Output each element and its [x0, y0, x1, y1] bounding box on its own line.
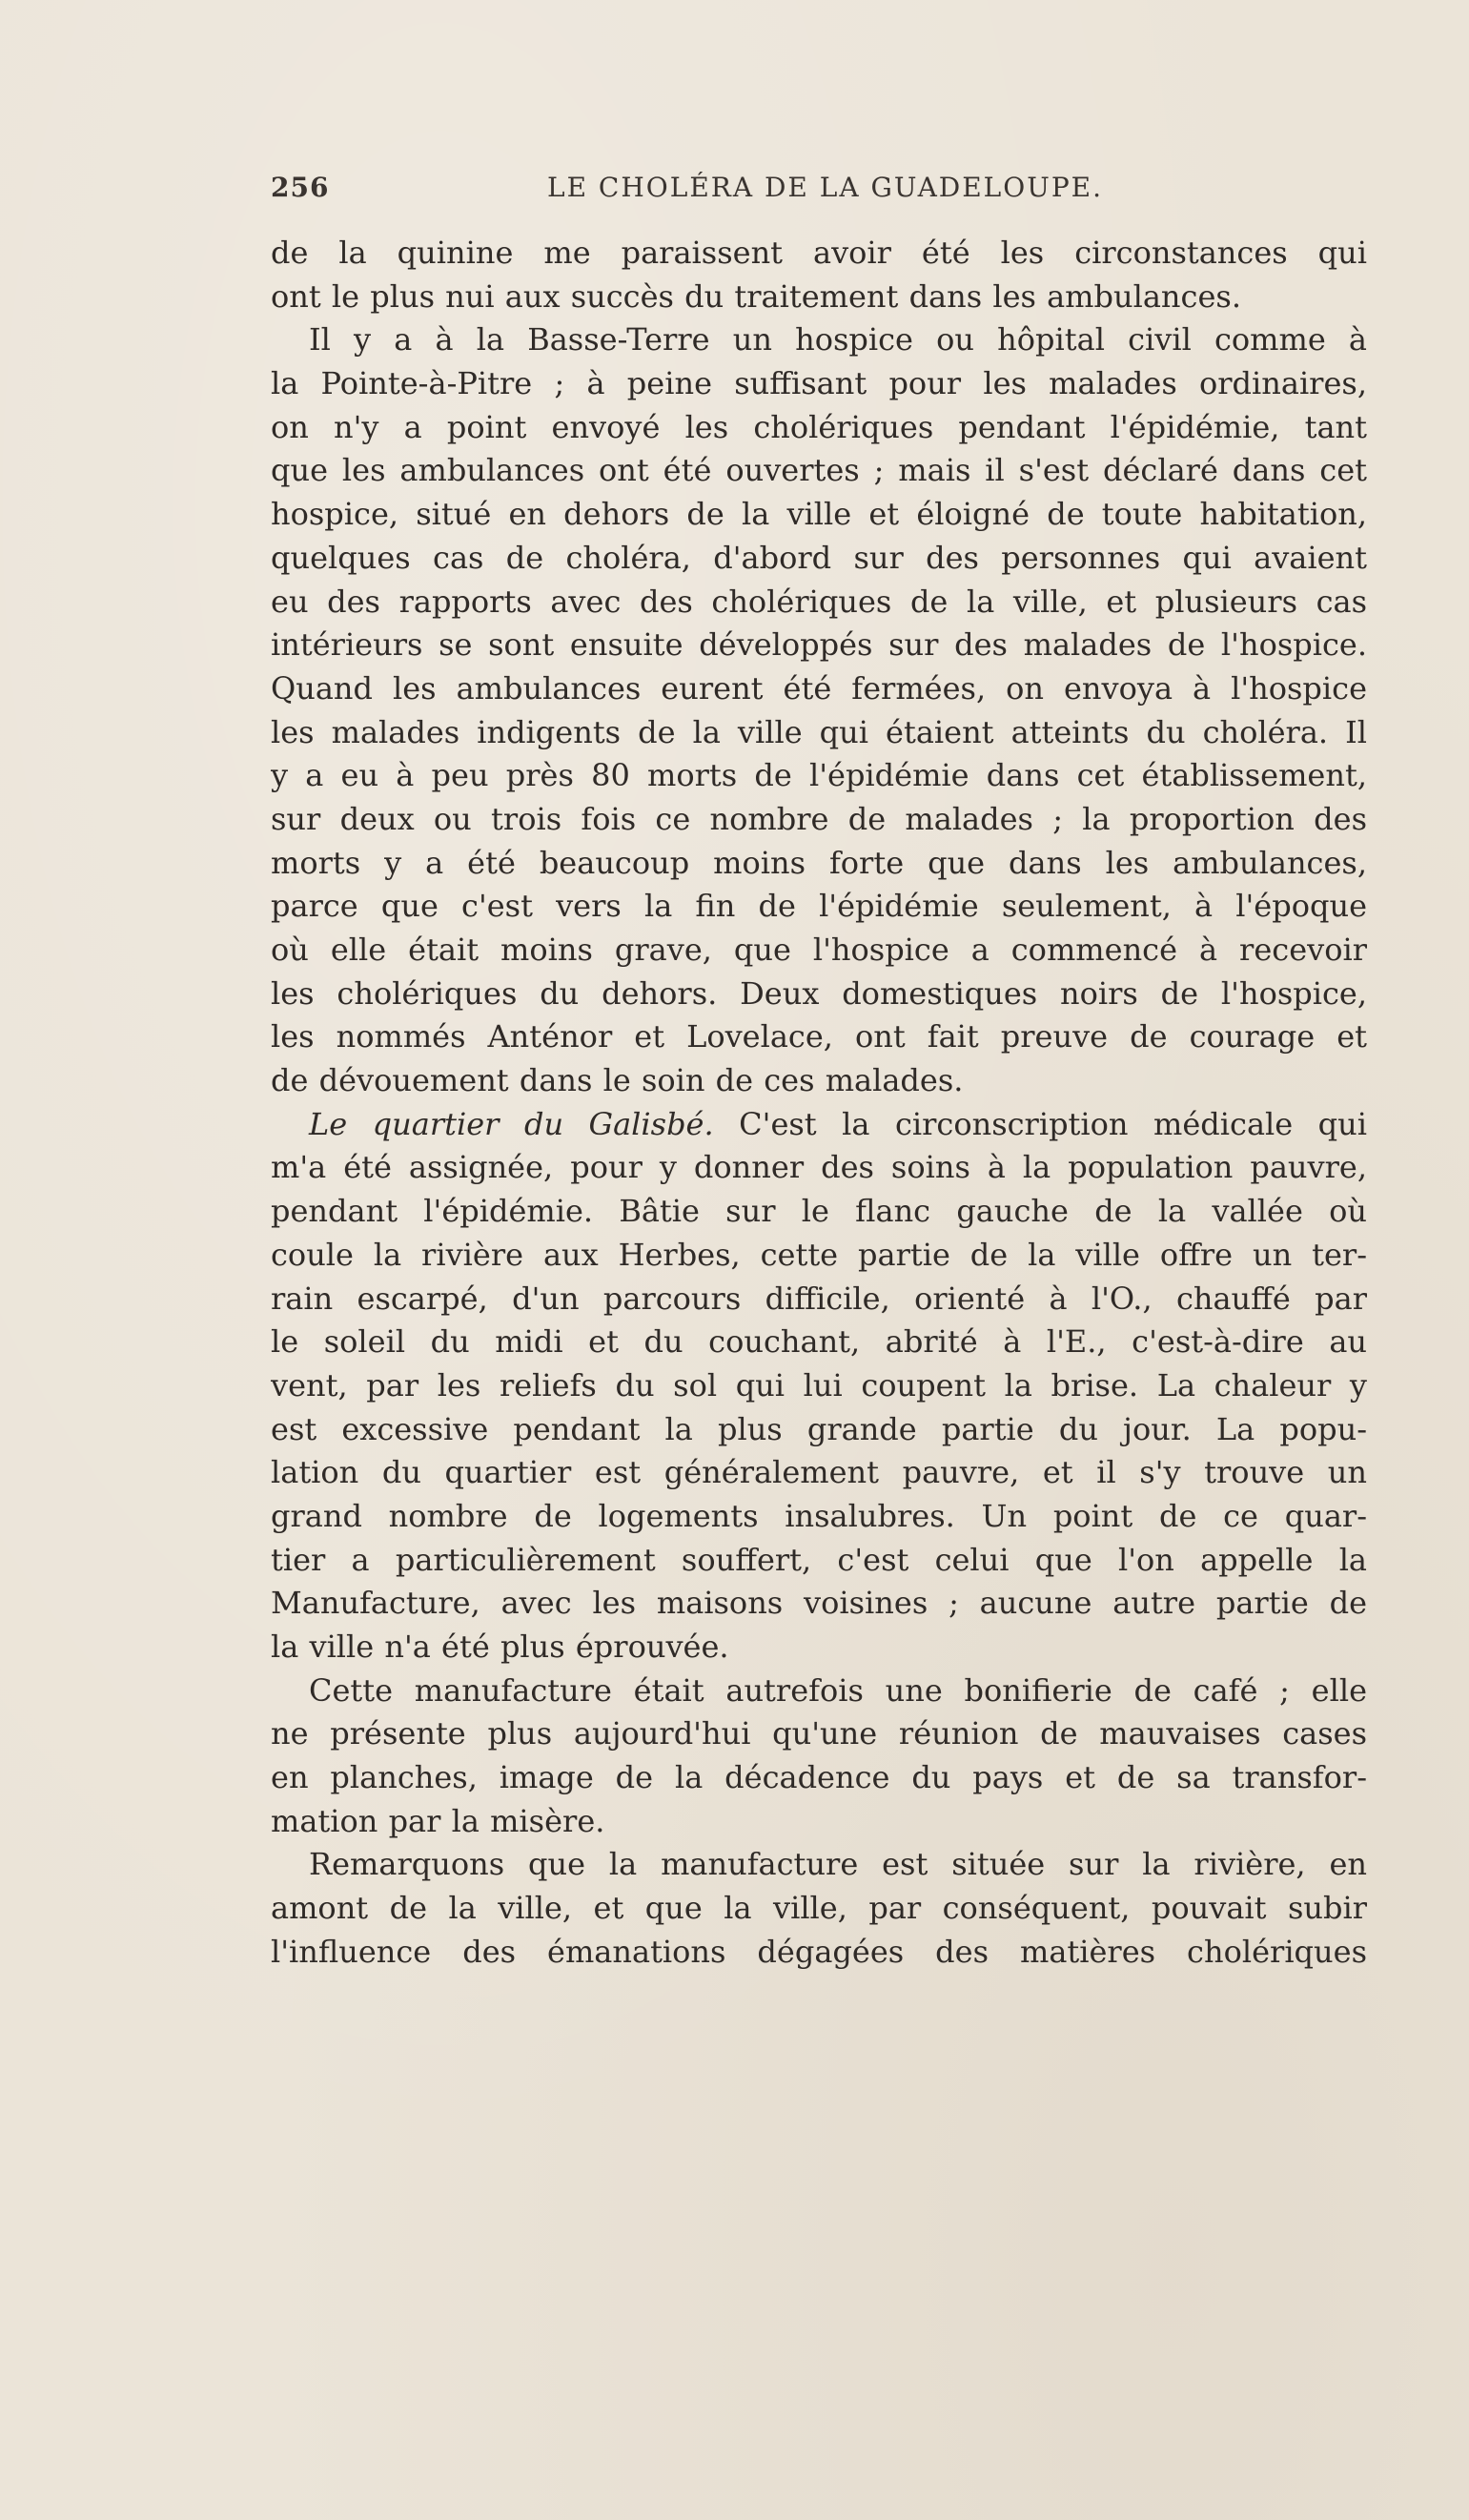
text-line: quelques cas de choléra, d'abord sur des personnes qui avaient [271, 539, 1367, 576]
text-line: la ville n'a été plus éprouvée. [271, 1629, 729, 1665]
text-line: lation du quartier est généralement pauvre, et il s'y trouve un [271, 1454, 1367, 1491]
text-line: parce que c'est vers la fin de l'épidémie seulement, à l'époque [271, 888, 1367, 925]
text-line: mation par la misère. [271, 1802, 605, 1839]
text-line: pendant l'épidémie. Bâtie sur le flanc gauche de la vallée où [271, 1193, 1367, 1230]
page-header [271, 172, 1367, 210]
text-line: on n'y a point envoyé les cholériques pendant l'épidémie, tant [271, 408, 1367, 445]
text-line: morts y a été beaucoup moins forte que dans les ambulances, [271, 844, 1367, 881]
text-line: tier a particulièrement souffert, c'est celui que l'on appelle la [271, 1541, 1367, 1578]
text-line: ont le plus nui aux succès du traitement dans les ambulances. [271, 277, 1241, 315]
text-line: Remarquons que la manufacture est située sur la rivière, en [309, 1846, 1367, 1883]
text-line: le soleil du midi et du couchant, abrité à l'E., c'est-à-dire au [271, 1323, 1367, 1361]
text-line: les nommés Anténor et Lovelace, ont fait preuve de courage et [271, 1018, 1367, 1055]
text-line: l'influence des émanations dégagées des matières cholériques [271, 1933, 1367, 1970]
text-line: eu des rapports avec des cholériques de la ville, et plusieurs cas [271, 583, 1367, 620]
text-line: de dévouement dans le soin de ces malades. [271, 1062, 964, 1099]
text-line: que les ambulances ont été ouvertes ; mais il s'est déclaré dans cet [271, 452, 1367, 489]
text-line: hospice, situé en dehors de la ville et éloigné de toute habitation, [271, 496, 1367, 533]
text-line: Quand les ambulances eurent été fermées, on envoya à l'hospice [271, 669, 1367, 707]
text-line-with-heading [271, 1103, 1367, 1147]
text-line: est excessive pendant la plus grande partie du jour. La popu- [271, 1410, 1367, 1447]
text-line: Cette manufacture était autrefois une bonifierie de café ; elle [309, 1671, 1367, 1709]
text-line: Manufacture, avec les maisons voisines ; aucune autre partie de [271, 1585, 1367, 1622]
text-line: m'a été assignée, pour y donner des soins à la population pauvre, [271, 1149, 1367, 1186]
text-line: intérieurs se sont ensuite développés sur des malades de l'hospice. [271, 626, 1367, 664]
body-text [271, 232, 1367, 1975]
text-line: où elle était moins grave, que l'hospice a commencé à recevoir [271, 932, 1367, 968]
text-fragment: C'est la circonscription médicale qui [713, 1105, 1367, 1142]
text-line: rain escarpé, d'un parcours difficile, orienté à l'O., chauffé par [271, 1280, 1367, 1317]
text-line: les cholériques du dehors. Deux domestiques noirs de l'hospice, [271, 974, 1367, 1012]
text-line: sur deux ou trois fois ce nombre de malades ; la proportion des [271, 800, 1367, 837]
running-title: LE CHOLÉRA DE LA GUADELOUPE. [547, 172, 1104, 203]
text-line: de la quinine me paraissent avoir été les circonstances qui [271, 235, 1367, 271]
section-heading: Le quartier du Galisbé. [309, 1105, 714, 1142]
text-line: y a eu à peu près 80 morts de l'épidémie dans cet établissement, [271, 757, 1367, 794]
text-line: en planches, image de la décadence du pays et de sa transfor- [271, 1759, 1367, 1796]
text-line: Il y a à la Basse-Terre un hospice ou hôpital civil comme à [309, 321, 1367, 359]
text-line: la Pointe-à-Pitre ; à peine suffisant pour les malades ordinaires, [271, 365, 1367, 402]
text-line: les malades indigents de la ville qui étaient atteints du choléra. Il [271, 713, 1367, 750]
text-line: vent, par les reliefs du sol qui lui coupent la brise. La chaleur y [271, 1366, 1367, 1403]
text-line: amont de la ville, et que la ville, par conséquent, pouvait subir [271, 1890, 1367, 1927]
text-line: grand nombre de logements insalubres. Un point de ce quar- [271, 1497, 1367, 1534]
text-line: coule la rivière aux Herbes, cette partie de la ville offre un ter- [271, 1236, 1367, 1273]
page-number: 256 [271, 172, 330, 203]
text-line: ne présente plus aujourd'hui qu'une réunion de mauvaises cases [271, 1715, 1367, 1752]
